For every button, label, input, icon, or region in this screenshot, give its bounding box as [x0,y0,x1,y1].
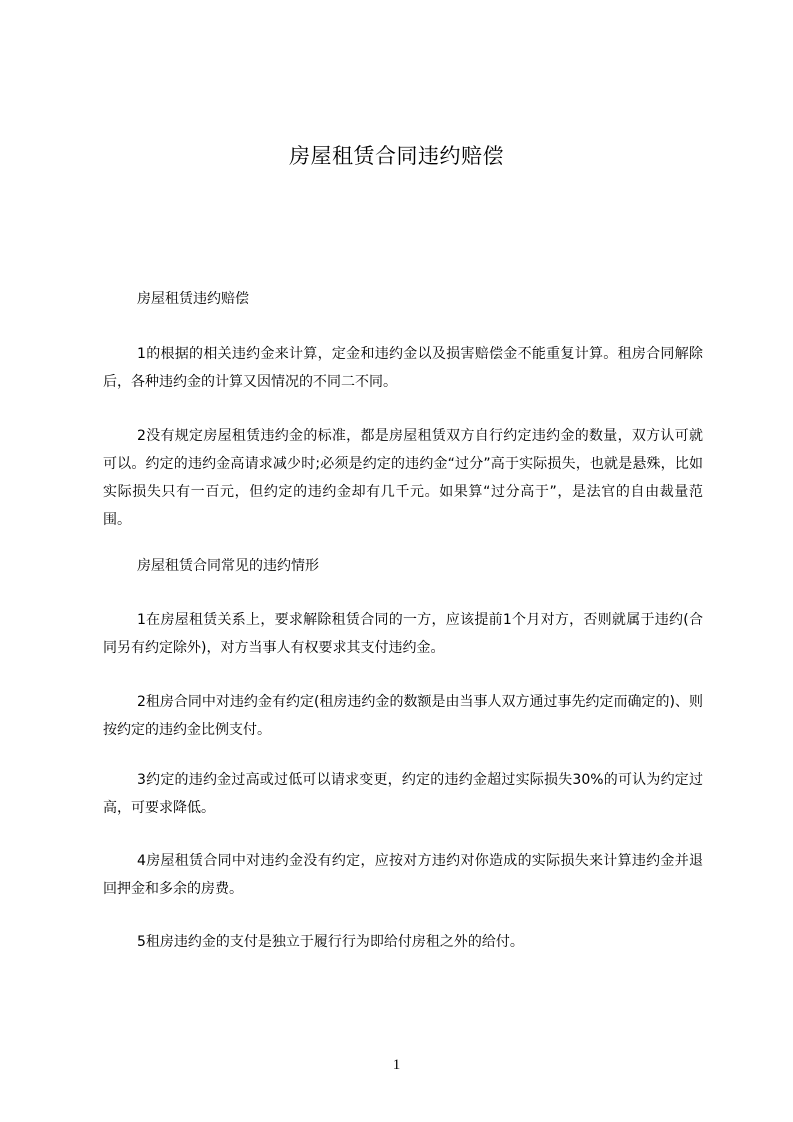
paragraph-5: 3约定的违约金过高或过低可以请求变更，约定的违约金超过实际损失30%的可认为约定过高，可要求降低。 [103,772,703,816]
page-number: 1 [392,1057,401,1073]
document-title: 房屋租赁合同违约赔偿 [289,144,504,168]
paragraph-7: 5租房违约金的支付是独立于履行行为即给付房租之外的给付。 [137,934,524,950]
paragraph-2: 2没有规定房屋租赁违约金的标准，都是房屋租赁双方自行约定违约金的数量，双方认可就可以。约定的违约金高请求减少时;必须是约定的违约金“过分”高于实际损失，也就是悬殊，比如实际损失只有一百元，但约定的违约金却有几千元。如果算“过分高于”，是法官的自由裁量范围。 [103,428,703,528]
section-heading-common-breaches: 房屋租赁合同常见的违约情形 [137,558,319,574]
section-heading-breach-compensation: 房屋租赁违约赔偿 [137,291,249,307]
paragraph-1: 1的根据的相关违约金来计算，定金和违约金以及损害赔偿金不能重复计算。租房合同解除后，各种违约金的计算又因情况的不同二不同。 [103,346,703,390]
paragraph-3: 1在房屋租赁关系上，要求解除租赁合同的一方，应该提前1个月对方，否则就属于违约(合同另有约定除外)，对方当事人有权要求其支付违约金。 [103,612,703,656]
paragraph-6: 4房屋租赁合同中对违约金没有约定，应按对方违约对你造成的实际损失来计算违约金并退回押金和多余的房费。 [103,853,703,897]
paragraph-4: 2租房合同中对违约金有约定(租房违约金的数额是由当事人双方通过事先约定而确定的)、则按约定的违约金比例支付。 [103,694,703,738]
